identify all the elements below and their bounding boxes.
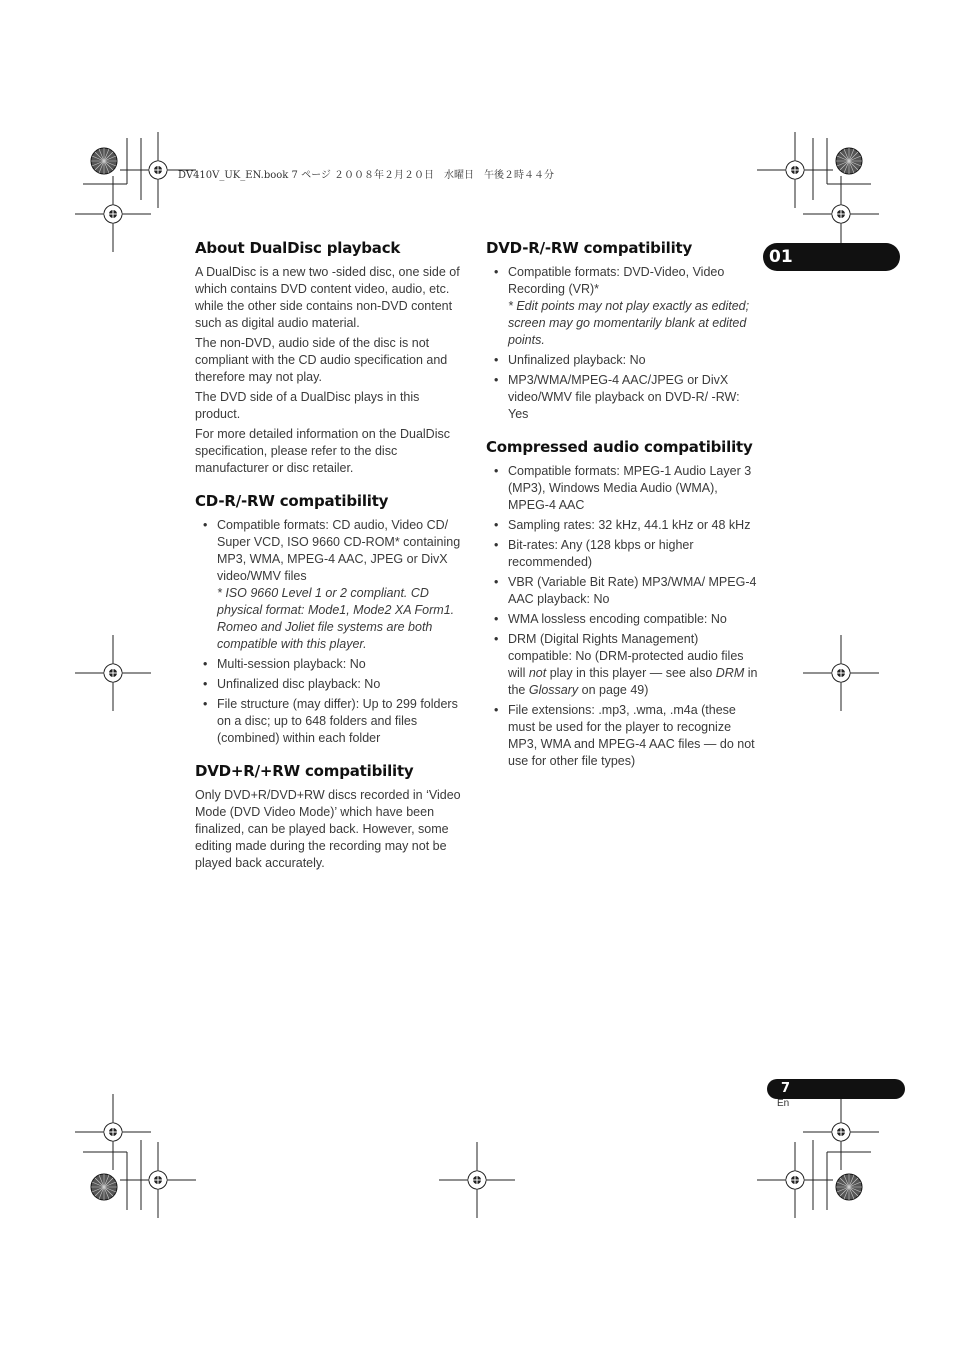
list-item [486,264,762,349]
text-run-italic: DRM [715,666,745,680]
list-item-text: Compatible formats: CD audio, Video CD/ Super VCD, ISO 9660 CD-ROM* containing MP3, WMA, MPEG-4 AAC, JPEG or DivX video/WMV files [217,518,461,583]
list-item [486,631,762,699]
audio-list [486,463,762,770]
text-run-italic: Glossary [528,683,579,697]
dualdisc-paragraph: The DVD side of a DualDisc plays in this product. [195,390,420,421]
list-item: • File structure (may differ): Up to 299 folders on a disc; up to 648 folders and files (combined) within each folder [195,696,467,747]
language-label: En [777,1098,790,1109]
list-item-note: * ISO 9660 Level 1 or 2 compliant. CD physical format: Mode1, Mode2 XA Form1. Romeo and Joliet file systems are both compatible with this player. [217,586,455,651]
list-item: • VBR (Variable Bit Rate) MP3/WMA/ MPEG-4 AAC playback: No [486,574,762,608]
dualdisc-section [195,238,467,477]
list-item: • Multi-session playback: No [195,656,467,673]
chapter-number-tab: 01 [763,243,900,271]
list-item: • MP3/WMA/MPEG-4 AAC/JPEG or DivX video/WMV file playback on DVD-R/ -RW: Yes [486,372,762,423]
text-run: DRM (Digital Rights Management) compatible: No (DRM-protected audio files will [508,632,744,680]
right-column [486,238,762,784]
dualdisc-paragraph: For more detailed information on the DualDisc specification, please refer to the disc manufacturer or disc retailer. [195,427,450,475]
text-run: on page 49) [578,683,649,697]
list-item: • Bit-rates: Any (128 kbps or higher recommended) [486,537,762,571]
dvdplus-section [195,761,467,872]
list-item: • WMA lossless encoding compatible: No [486,611,762,628]
print-file-header: DV410V_UK_EN.book 7 ページ ２００８年２月２０日 水曜日 午後２時４４分 [178,170,555,181]
list-item: • Compatible formats: MPEG-1 Audio Layer 3 (MP3), Windows Media Audio (WMA), MPEG-4 AAC [486,463,762,514]
dualdisc-paragraph: A DualDisc is a new two -sided disc, one side of which contains DVD content video, audio, etc. while the other side contains non-DVD content such as digital audio material. [195,265,460,330]
list-item: • Sampling rates: 32 kHz, 44.1 kHz or 48 kHz [486,517,762,534]
dvdminus-list [486,264,762,423]
dvdminus-heading: DVD-R/-RW compatibility [486,239,693,257]
audio-heading: Compressed audio compatibility [486,438,753,456]
cdr-list [195,517,467,747]
list-item: • Unfinalized disc playback: No [195,676,467,693]
text-run-italic: not [528,666,547,680]
dvdminus-section [486,238,762,423]
list-item [195,517,467,653]
cdr-section [195,491,467,747]
text-run: in the [508,666,758,697]
list-item: • File extensions: .mp3, .wma, .m4a (these must be used for the player to recognize MP3, WMA and MPEG-4 AAC files — do not use for other file types) [486,702,762,770]
dualdisc-heading: About DualDisc playback [195,239,401,257]
dualdisc-paragraph: The non-DVD, audio side of the disc is not compliant with the CD audio specification and therefore may not play. [195,336,448,384]
list-item-note: * Edit points may not play exactly as edited; screen may go momentarily blank at edited points. [508,299,750,347]
dvdplus-paragraph: Only DVD+R/DVD+RW discs recorded in ‘Video Mode (DVD Video Mode)’ which have been finalized, can be played back. However, some editing made during the recording may not be played back accurately. [195,788,461,870]
list-item: • Unfinalized playback: No [486,352,762,369]
left-column [195,238,467,886]
dvdplus-heading: DVD+R/+RW compatibility [195,762,414,780]
cdr-heading: CD-R/-RW compatibility [195,492,389,510]
audio-section [486,437,762,770]
text-run: play in this player — see also [546,666,716,680]
list-item-text: Compatible formats: DVD-Video, Video Recording (VR)* [508,265,725,296]
page-number-tab: 7 [767,1079,905,1099]
